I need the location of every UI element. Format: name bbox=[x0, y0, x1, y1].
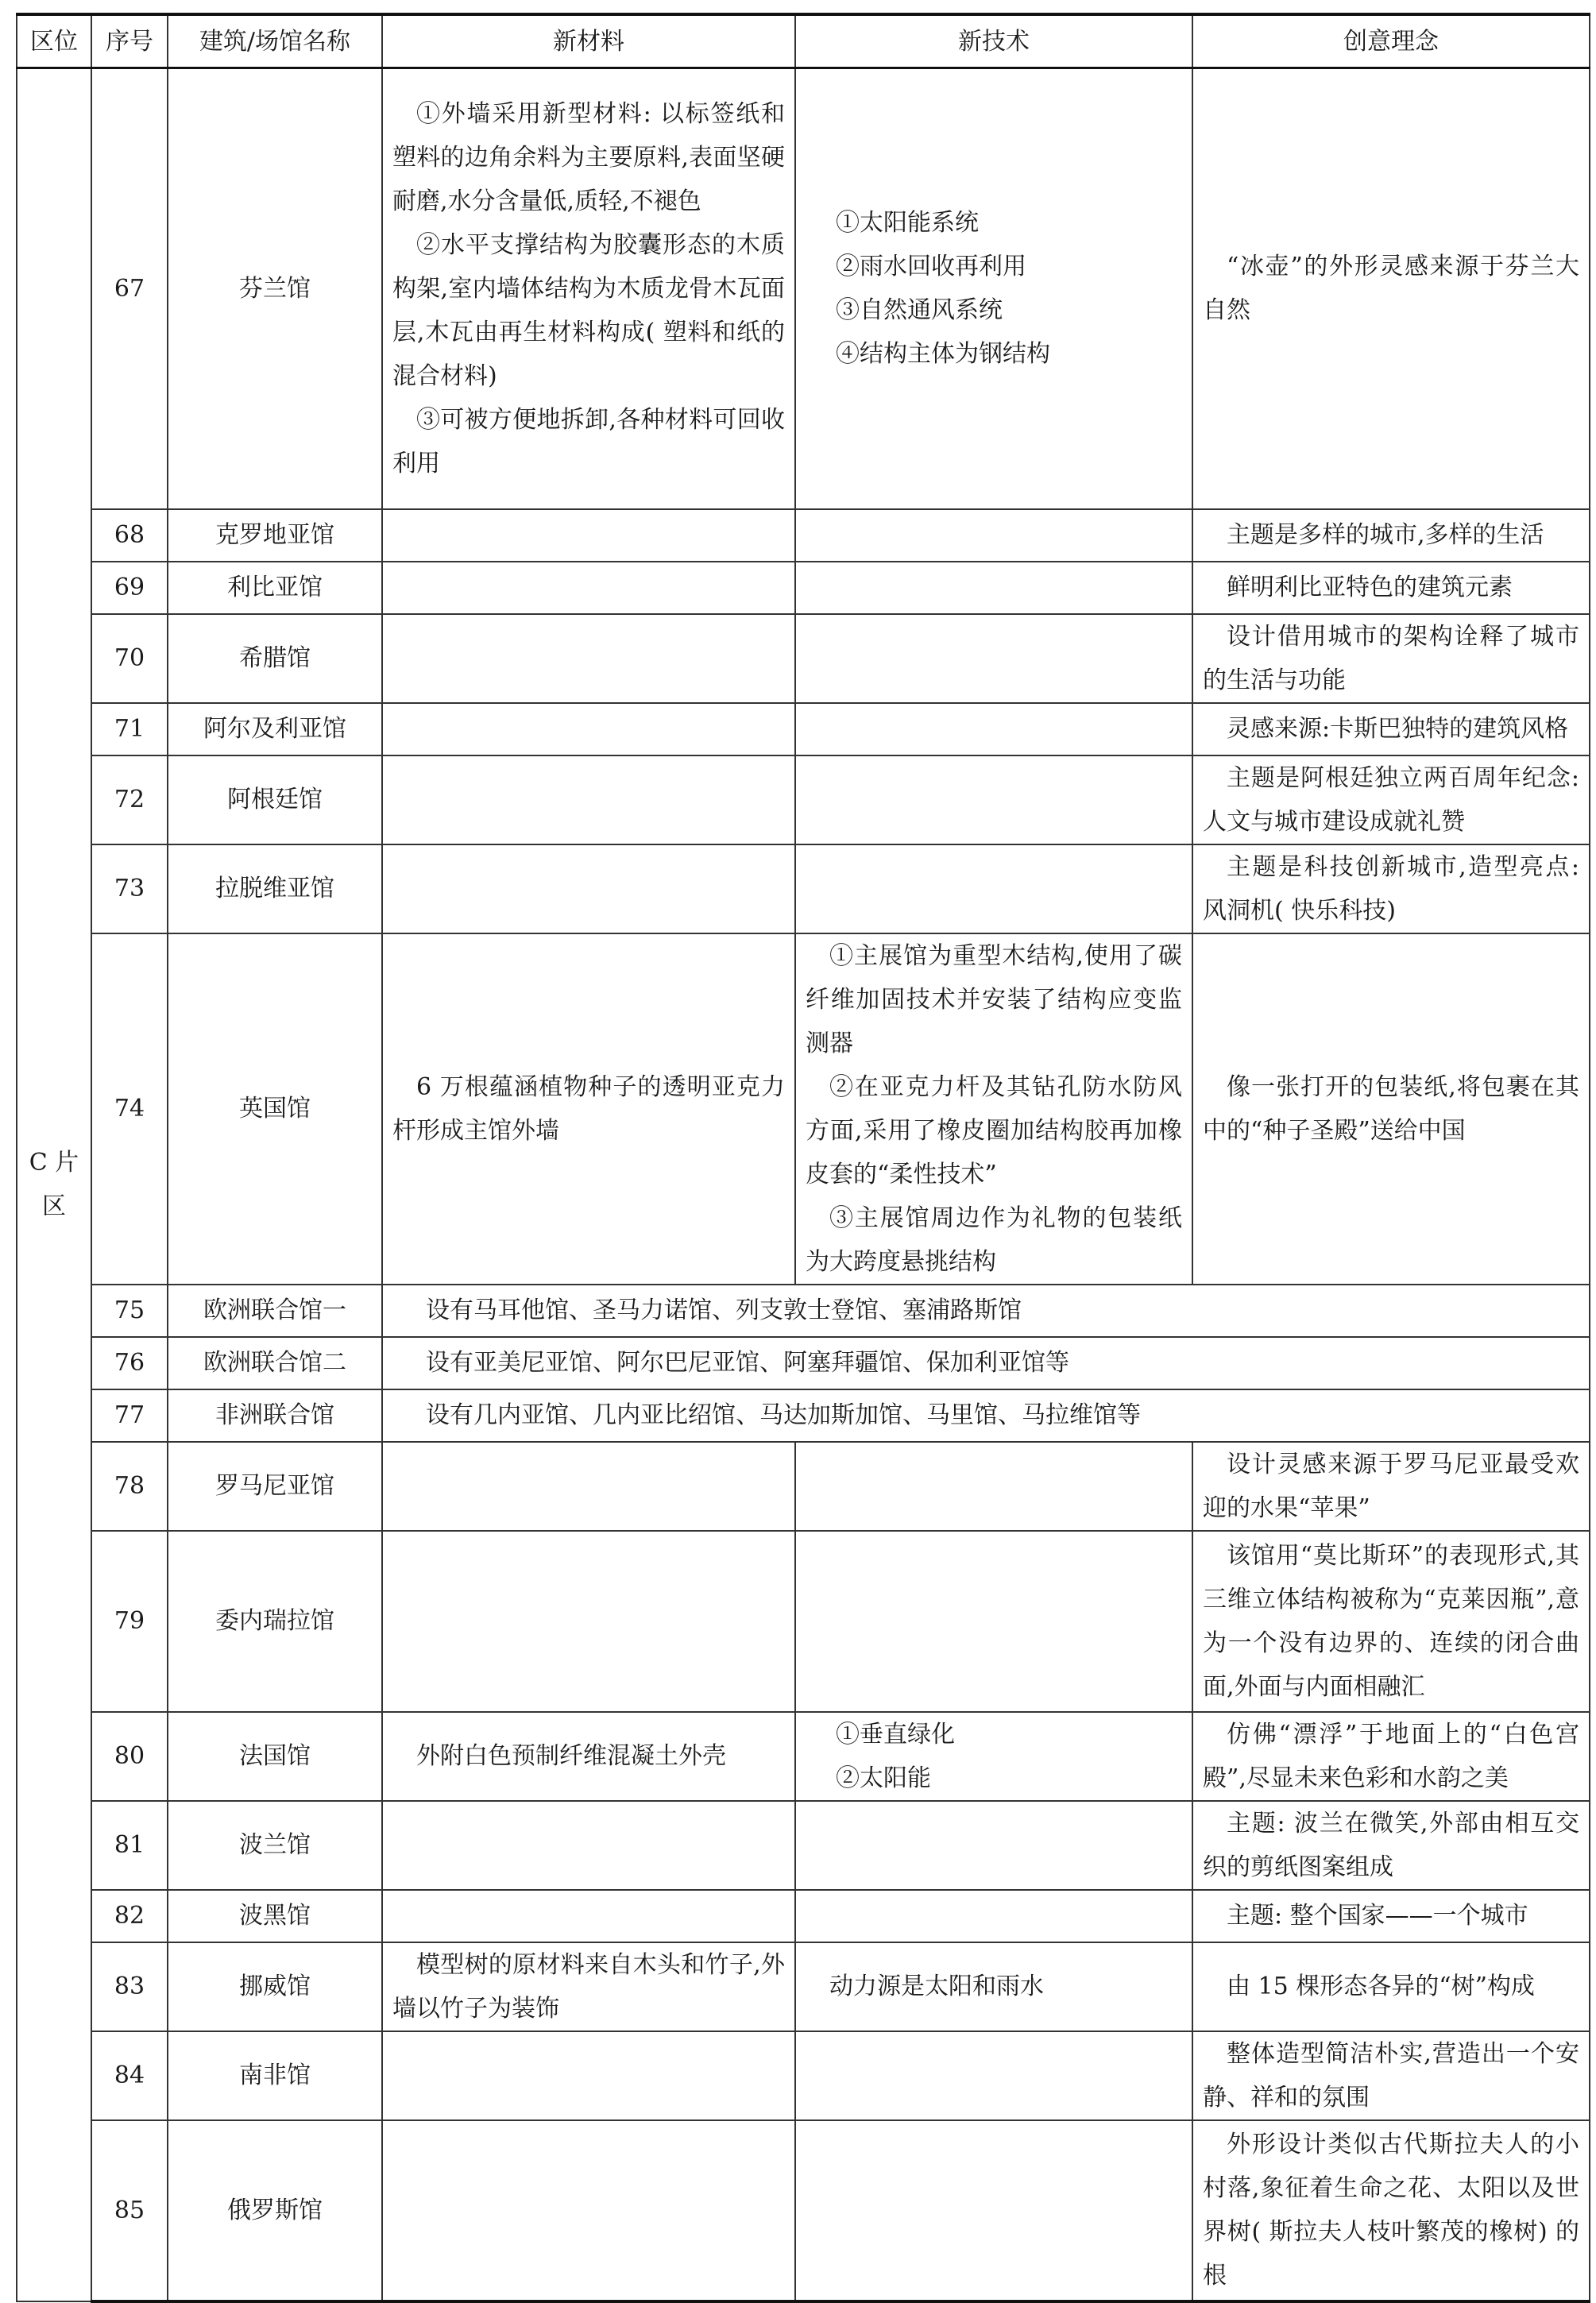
technique-cell bbox=[795, 68, 1192, 509]
pavilion-name: 法国馆 bbox=[168, 1712, 382, 1801]
row-number: 83 bbox=[91, 1942, 168, 2031]
idea-cell: 主题: 整个国家——一个城市 bbox=[1192, 1890, 1590, 1942]
pavilion-name: 南非馆 bbox=[168, 2031, 382, 2120]
row-number: 72 bbox=[91, 755, 168, 844]
pavilion-name: 希腊馆 bbox=[168, 614, 382, 703]
row-number: 81 bbox=[91, 1801, 168, 1890]
pavilion-name: 拉脱维亚馆 bbox=[168, 844, 382, 933]
pavilion-name: 非洲联合馆 bbox=[168, 1389, 382, 1442]
pavilion-name: 克罗地亚馆 bbox=[168, 509, 382, 562]
pavilion-table bbox=[16, 13, 1590, 2303]
material-cell bbox=[382, 703, 795, 755]
technique-cell bbox=[795, 614, 1192, 703]
header-number: 序号 bbox=[91, 14, 168, 68]
material-cell bbox=[382, 1531, 795, 1712]
material-cell bbox=[382, 2120, 795, 2301]
technique-cell bbox=[795, 562, 1192, 614]
technique-cell bbox=[795, 1712, 1192, 1801]
header-pavilion-name: 建筑/场馆名称 bbox=[168, 14, 382, 68]
material-item: ①外墙采用新型材料: 以标签纸和塑料的边角余料为主要原料,表面坚硬耐磨,水分含量低,质轻,不褪色 bbox=[392, 99, 785, 215]
idea-cell: 外形设计类似古代斯拉夫人的小村落,象征着生命之花、太阳以及世界树( 斯拉夫人枝叶繁茂的橡树) 的根 bbox=[1192, 2120, 1590, 2301]
material-cell: 6 万根蕴涵植物种子的透明亚克力杆形成主馆外墙 bbox=[382, 933, 795, 1285]
technique-cell: 动力源是太阳和雨水 bbox=[795, 1942, 1192, 2031]
technique-cell bbox=[795, 933, 1192, 1285]
header-creative-idea: 创意理念 bbox=[1192, 14, 1590, 68]
header-zone: 区位 bbox=[17, 14, 91, 68]
row-number: 82 bbox=[91, 1890, 168, 1942]
idea-cell: 主题是阿根廷独立两百周年纪念: 人文与城市建设成就礼赞 bbox=[1192, 755, 1590, 844]
table-row bbox=[17, 1942, 1590, 2031]
pavilion-name: 挪威馆 bbox=[168, 1942, 382, 2031]
technique-item: ②在亚克力杆及其钻孔防水防风方面,采用了橡皮圈加结构胶再加橡皮套的“柔性技术” bbox=[806, 1072, 1182, 1188]
idea-cell: 像一张打开的包装纸,将包裹在其中的“种子圣殿”送给中国 bbox=[1192, 933, 1590, 1285]
technique-cell bbox=[795, 1801, 1192, 1890]
table-row bbox=[17, 562, 1590, 614]
pavilion-name: 波黑馆 bbox=[168, 1890, 382, 1942]
table-row bbox=[17, 1337, 1590, 1389]
technique-item: ①太阳能系统 bbox=[836, 209, 979, 238]
idea-cell: 整体造型简洁朴实,营造出一个安静、祥和的氛围 bbox=[1192, 2031, 1590, 2120]
table-row bbox=[17, 2120, 1590, 2301]
table-row bbox=[17, 1531, 1590, 1712]
zone-cell: C 片区 bbox=[17, 68, 91, 2301]
table-row bbox=[17, 1890, 1590, 1942]
material-cell bbox=[382, 1801, 795, 1890]
row-number: 80 bbox=[91, 1712, 168, 1801]
pavilion-name: 英国馆 bbox=[168, 933, 382, 1285]
idea-cell: 主题是多样的城市,多样的生活 bbox=[1192, 509, 1590, 562]
row-number: 68 bbox=[91, 509, 168, 562]
technique-item: ③主展馆周边作为礼物的包装纸为大跨度悬挑结构 bbox=[806, 1204, 1182, 1276]
material-item: ②水平支撑结构为胶囊形态的木质构架,室内墙体结构为木质龙骨木瓦面层,木瓦由再生材料构成( 塑料和纸的混合材料) bbox=[392, 230, 785, 390]
table-row bbox=[17, 755, 1590, 844]
header-new-technique: 新技术 bbox=[795, 14, 1192, 68]
idea-cell: 设计灵感来源于罗马尼亚最受欢迎的水果“苹果” bbox=[1192, 1442, 1590, 1531]
technique-item: ①垂直绿化 bbox=[836, 1720, 955, 1749]
table-row bbox=[17, 2031, 1590, 2120]
pavilion-table-document bbox=[16, 13, 1589, 2303]
material-cell: 模型树的原材料来自木头和竹子,外墙以竹子为装饰 bbox=[382, 1942, 795, 2031]
technique-cell bbox=[795, 844, 1192, 933]
pavilion-name: 波兰馆 bbox=[168, 1801, 382, 1890]
table-row bbox=[17, 68, 1590, 509]
idea-cell: 仿佛“漂浮”于地面上的“白色宫殿”,尽显未来色彩和水韵之美 bbox=[1192, 1712, 1590, 1801]
technique-cell bbox=[795, 509, 1192, 562]
idea-cell: 灵感来源:卡斯巴独特的建筑风格 bbox=[1192, 703, 1590, 755]
technique-item: ④结构主体为钢结构 bbox=[836, 340, 1050, 369]
pavilion-name: 阿根廷馆 bbox=[168, 755, 382, 844]
row-number: 77 bbox=[91, 1389, 168, 1442]
row-number: 73 bbox=[91, 844, 168, 933]
pavilion-name: 罗马尼亚馆 bbox=[168, 1442, 382, 1531]
pavilion-name: 利比亚馆 bbox=[168, 562, 382, 614]
pavilion-name: 委内瑞拉馆 bbox=[168, 1531, 382, 1712]
material-cell bbox=[382, 614, 795, 703]
material-cell bbox=[382, 1890, 795, 1942]
pavilion-name: 芬兰馆 bbox=[168, 68, 382, 509]
idea-cell: 由 15 棵形态各异的“树”构成 bbox=[1192, 1942, 1590, 2031]
pavilion-name: 俄罗斯馆 bbox=[168, 2120, 382, 2301]
material-cell: 外附白色预制纤维混凝土外壳 bbox=[382, 1712, 795, 1801]
idea-cell: 设计借用城市的架构诠释了城市的生活与功能 bbox=[1192, 614, 1590, 703]
row-number: 74 bbox=[91, 933, 168, 1285]
merged-description: 设有亚美尼亚馆、阿尔巴尼亚馆、阿塞拜疆馆、保加利亚馆等 bbox=[382, 1337, 1590, 1389]
row-number: 70 bbox=[91, 614, 168, 703]
pavilion-name: 阿尔及利亚馆 bbox=[168, 703, 382, 755]
table-row bbox=[17, 1801, 1590, 1890]
pavilion-name: 欧洲联合馆二 bbox=[168, 1337, 382, 1389]
row-number: 79 bbox=[91, 1531, 168, 1712]
table-row bbox=[17, 1442, 1590, 1531]
technique-cell bbox=[795, 703, 1192, 755]
technique-cell bbox=[795, 2031, 1192, 2120]
table-row bbox=[17, 844, 1590, 933]
table-row bbox=[17, 1712, 1590, 1801]
technique-cell bbox=[795, 1442, 1192, 1531]
idea-cell: 主题是科技创新城市,造型亮点: 风洞机( 快乐科技) bbox=[1192, 844, 1590, 933]
technique-item: ③自然通风系统 bbox=[836, 296, 1003, 325]
material-cell bbox=[382, 2031, 795, 2120]
material-cell bbox=[382, 1442, 795, 1531]
pavilion-name: 欧洲联合馆一 bbox=[168, 1285, 382, 1337]
table-row bbox=[17, 509, 1590, 562]
material-cell bbox=[382, 562, 795, 614]
row-number: 85 bbox=[91, 2120, 168, 2301]
table-row bbox=[17, 1285, 1590, 1337]
merged-description: 设有马耳他馆、圣马力诺馆、列支敦士登馆、塞浦路斯馆 bbox=[382, 1285, 1590, 1337]
table-row bbox=[17, 614, 1590, 703]
idea-cell: 鲜明利比亚特色的建筑元素 bbox=[1192, 562, 1590, 614]
technique-cell bbox=[795, 1531, 1192, 1712]
header-new-material: 新材料 bbox=[382, 14, 795, 68]
table-row bbox=[17, 933, 1590, 1285]
row-number: 69 bbox=[91, 562, 168, 614]
idea-cell: “冰壶”的外形灵感来源于芬兰大自然 bbox=[1192, 68, 1590, 509]
idea-cell: 主题: 波兰在微笑,外部由相互交织的剪纸图案组成 bbox=[1192, 1801, 1590, 1890]
row-number: 67 bbox=[91, 68, 168, 509]
technique-cell bbox=[795, 755, 1192, 844]
row-number: 75 bbox=[91, 1285, 168, 1337]
technique-item: ②太阳能 bbox=[836, 1764, 931, 1792]
technique-cell bbox=[795, 2120, 1192, 2301]
merged-description: 设有几内亚馆、几内亚比绍馆、马达加斯加馆、马里馆、马拉维馆等 bbox=[382, 1389, 1590, 1442]
row-number: 84 bbox=[91, 2031, 168, 2120]
material-cell bbox=[382, 509, 795, 562]
technique-cell bbox=[795, 1890, 1192, 1942]
material-cell bbox=[382, 68, 795, 509]
header-row bbox=[17, 14, 1590, 68]
idea-cell: 该馆用“莫比斯环”的表现形式,其三维立体结构被称为“克莱因瓶”,意为一个没有边界的、连续的闭合曲面,外面与内面相融汇 bbox=[1192, 1531, 1590, 1712]
technique-item: ①主展馆为重型木结构,使用了碳纤维加固技术并安装了结构应变监测器 bbox=[806, 941, 1182, 1057]
row-number: 71 bbox=[91, 703, 168, 755]
row-number: 78 bbox=[91, 1442, 168, 1531]
row-number: 76 bbox=[91, 1337, 168, 1389]
material-cell bbox=[382, 844, 795, 933]
technique-item: ②雨水回收再利用 bbox=[836, 253, 1026, 281]
material-item: ③可被方便地拆卸,各种材料可回收利用 bbox=[392, 405, 785, 477]
table-row bbox=[17, 703, 1590, 755]
table-row bbox=[17, 1389, 1590, 1442]
material-cell bbox=[382, 755, 795, 844]
